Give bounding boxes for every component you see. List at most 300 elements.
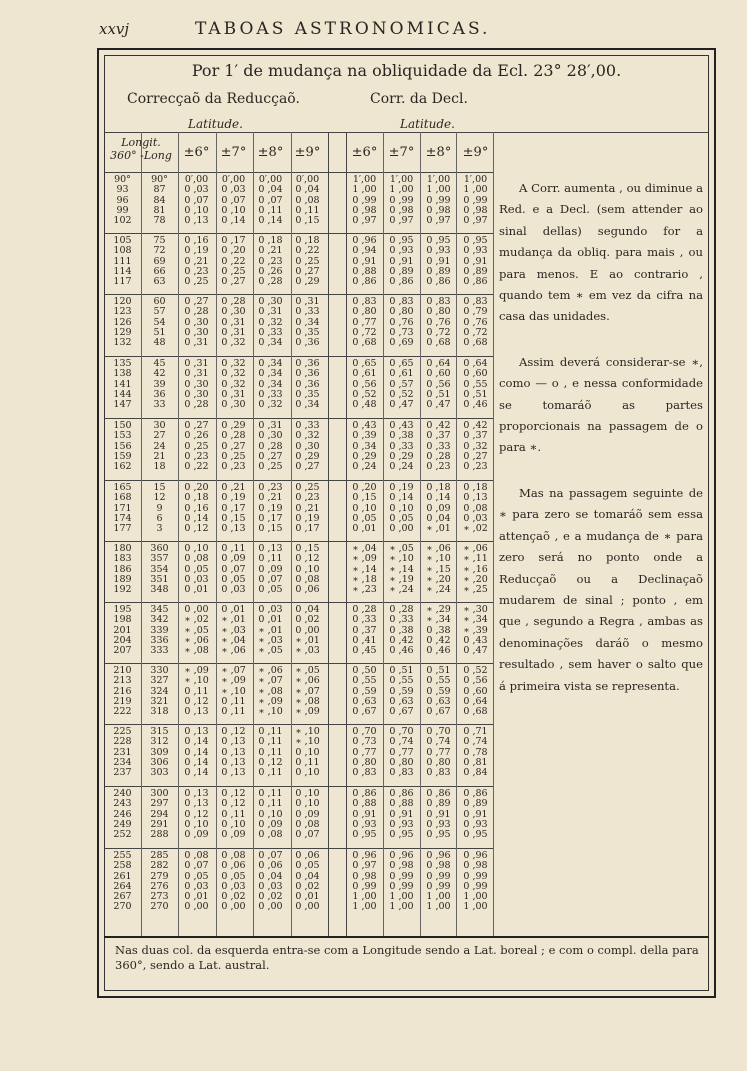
declination-value-cell: ∗ ,14 — [389, 563, 414, 575]
reduction-value-cell: 0 ,08 — [295, 573, 320, 585]
declination-value-cell: 0 ,86 — [352, 788, 377, 800]
declination-value-cell: ∗ ,14 — [352, 563, 377, 575]
reduction-value-cell: 0 ,00 — [295, 901, 320, 913]
group-separator-rule — [104, 541, 493, 542]
declination-value-cell: 0 ,88 — [352, 265, 377, 277]
declination-value-cell: 0 ,48 — [352, 399, 377, 410]
reduction-value-cell: 0 ,23 — [221, 461, 246, 472]
declination-value-cell: ∗ ,20 — [426, 573, 451, 585]
reduction-value-cell: 0 ,27 — [258, 450, 283, 462]
reduction-value-cell: 0 ,29 — [221, 420, 246, 432]
reduction-value-cell: 0 ,31 — [258, 420, 283, 432]
declination-value-cell: ∗ ,34 — [463, 614, 488, 626]
declination-value-cell: 0 ,91 — [463, 255, 488, 267]
declination-value-cell: 0 ,57 — [389, 378, 414, 390]
declination-value-cell: 0 ,99 — [463, 880, 488, 892]
complement-cell: 288 — [150, 829, 169, 840]
longitude-cell: 105 — [113, 235, 132, 247]
complement-cell: 69 — [153, 255, 166, 267]
complement-cell: 18 — [153, 461, 166, 472]
reduction-value-cell: 0 ,19 — [184, 245, 209, 257]
reduction-column-header: ±6° — [183, 145, 210, 160]
reduction-value-cell: 0 ,11 — [258, 746, 283, 758]
declination-value-cell: 0 ,63 — [352, 695, 377, 707]
declination-value-cell: 1 ,00 — [426, 184, 451, 196]
reduction-value-cell: 0 ,16 — [184, 235, 209, 247]
reduction-value-cell: 0 ,20 — [184, 482, 209, 494]
declination-value-cell: ∗ ,01 — [426, 523, 451, 534]
declination-value-cell: 0 ,23 — [463, 461, 488, 472]
reduction-value-cell: 0 ,11 — [258, 767, 283, 778]
reduction-value-cell: 0 ,12 — [184, 523, 209, 534]
reduction-value-cell: 0 ,02 — [295, 614, 320, 626]
reduction-value-cell: ∗ ,08 — [258, 685, 283, 697]
declination-value-cell: 0 ,89 — [463, 265, 488, 277]
reduction-value-cell: 0 ,10 — [295, 563, 320, 575]
declination-value-cell: 0 ,96 — [463, 850, 488, 862]
declination-value-cell: 1′,00 — [352, 174, 377, 186]
declination-value-cell: 0 ,80 — [426, 756, 451, 768]
reduction-value-cell: 0 ,22 — [295, 245, 320, 257]
reduction-value-cell: 0 ,04 — [258, 184, 283, 196]
reduction-value-cell: 0 ,02 — [258, 891, 283, 902]
longitude-cell: 219 — [113, 695, 132, 707]
reduction-value-cell: 0 ,28 — [258, 276, 283, 287]
complement-cell: 300 — [150, 788, 169, 800]
declination-value-cell: 0 ,52 — [389, 388, 414, 400]
complement-cell: 282 — [150, 860, 169, 872]
declination-value-cell: 0 ,72 — [352, 326, 377, 338]
declination-value-cell: 0 ,28 — [426, 450, 451, 462]
group-separator-rule — [104, 602, 493, 603]
longitude-cell: 150 — [113, 420, 132, 432]
reduction-value-cell: 0 ,10 — [295, 746, 320, 758]
declination-value-cell: 0 ,63 — [426, 695, 451, 707]
reduction-value-cell: 0 ,28 — [258, 440, 283, 452]
reduction-value-cell: 0 ,31 — [184, 358, 209, 370]
declination-value-cell: 0 ,91 — [389, 255, 414, 267]
declination-value-cell: 0 ,33 — [389, 440, 414, 452]
reduction-value-cell: 0 ,17 — [295, 523, 320, 534]
reduction-value-cell: ∗ ,02 — [184, 614, 209, 626]
reduction-value-cell: 0 ,12 — [221, 788, 246, 800]
reduction-value-cell: 0 ,05 — [258, 584, 283, 595]
declination-value-cell: 0 ,33 — [426, 440, 451, 452]
declination-value-cell: 0 ,37 — [426, 430, 451, 442]
complement-cell: 324 — [150, 685, 169, 697]
declination-value-cell: 0 ,98 — [426, 204, 451, 216]
reduction-value-cell: 0 ,14 — [184, 767, 209, 778]
declination-value-cell: 0 ,52 — [463, 665, 488, 677]
declination-value-cell: 0 ,76 — [426, 316, 451, 328]
reduction-value-cell: 0 ,30 — [184, 388, 209, 400]
declination-value-cell: 0 ,55 — [426, 675, 451, 687]
reduction-value-cell: 0 ,18 — [295, 235, 320, 247]
reduction-value-cell: 0 ,33 — [258, 326, 283, 338]
reduction-value-cell: 0 ,31 — [221, 388, 246, 400]
declination-value-cell: 0 ,86 — [463, 788, 488, 800]
reduction-value-cell: ∗ ,10 — [258, 706, 283, 717]
declination-value-cell: 1 ,00 — [352, 184, 377, 196]
declination-value-cell: 0 ,28 — [352, 604, 377, 616]
reduction-value-cell: 0 ,17 — [258, 512, 283, 524]
declination-value-cell: 0 ,99 — [463, 194, 488, 206]
declination-value-cell: 0 ,64 — [426, 358, 451, 370]
declination-value-cell: ∗ ,05 — [389, 543, 414, 555]
declination-value-cell: 0 ,83 — [426, 296, 451, 308]
declination-value-cell: ∗ ,24 — [426, 584, 451, 595]
complement-cell: 330 — [150, 665, 169, 677]
reduction-value-cell: 0 ,04 — [295, 184, 320, 196]
reduction-value-cell: 0 ,34 — [258, 368, 283, 380]
longitude-cell: 267 — [113, 891, 132, 902]
reduction-value-cell: 0 ,34 — [258, 378, 283, 390]
complement-cell: 318 — [150, 706, 169, 717]
declination-value-cell: 0 ,27 — [463, 450, 488, 462]
declination-value-cell: 0 ,05 — [389, 512, 414, 524]
complement-cell: 63 — [153, 276, 166, 287]
declination-value-cell: 0 ,93 — [426, 245, 451, 257]
reduction-value-cell: 0 ,33 — [258, 388, 283, 400]
reduction-value-cell: 0 ,19 — [295, 512, 320, 524]
complement-cell: 312 — [150, 736, 169, 748]
complement-cell: 285 — [150, 850, 169, 862]
declination-value-cell: ∗ ,20 — [463, 573, 488, 585]
longitude-cell: 216 — [113, 685, 132, 697]
declination-value-cell: 1 ,00 — [389, 184, 414, 196]
declination-value-cell: 0 ,93 — [463, 818, 488, 830]
declination-value-cell: 0 ,68 — [352, 337, 377, 348]
complement-cell: 54 — [153, 316, 166, 328]
longitude-cell: 132 — [113, 337, 132, 348]
reduction-value-cell: 0 ,23 — [295, 492, 320, 504]
reduction-value-cell: 0 ,00 — [184, 604, 209, 616]
reduction-value-cell: ∗ ,10 — [184, 675, 209, 687]
longitude-cell: 171 — [113, 502, 132, 514]
complement-cell: 273 — [150, 891, 169, 902]
reduction-value-cell: 0 ,00 — [258, 901, 283, 913]
reduction-value-cell: 0 ,23 — [184, 265, 209, 277]
declination-value-cell: 0 ,79 — [463, 306, 488, 318]
declination-value-cell: 0 ,64 — [463, 695, 488, 707]
reduction-value-cell: 0 ,13 — [221, 746, 246, 758]
longitude-cell: 207 — [113, 645, 132, 656]
declination-value-cell: 0 ,56 — [352, 378, 377, 390]
declination-value-cell: 0 ,52 — [352, 388, 377, 400]
declination-value-cell: 0 ,99 — [463, 870, 488, 882]
reduction-value-cell: 0 ,10 — [221, 204, 246, 216]
reduction-value-cell: 0 ,32 — [295, 430, 320, 442]
declination-value-cell: 0 ,95 — [389, 235, 414, 247]
declination-value-cell: 0 ,42 — [463, 420, 488, 432]
declination-value-cell: 0 ,43 — [463, 634, 488, 646]
group-separator-rule — [104, 786, 493, 787]
reduction-value-cell: 0 ,29 — [295, 276, 320, 287]
reduction-value-cell: 0 ,35 — [295, 326, 320, 338]
declination-value-cell: 0 ,77 — [352, 316, 377, 328]
complement-cell: 39 — [153, 378, 166, 390]
reduction-value-cell: 0 ,12 — [258, 756, 283, 768]
declination-value-cell: 0 ,91 — [352, 808, 377, 820]
declination-value-cell: 0 ,51 — [426, 665, 451, 677]
group-separator-rule — [104, 663, 493, 664]
declination-value-cell: 0 ,98 — [389, 204, 414, 216]
declination-value-cell: 0 ,77 — [352, 746, 377, 758]
complement-cell: 66 — [153, 265, 166, 277]
reduction-value-cell: 0 ,02 — [295, 880, 320, 892]
complement-cell: 315 — [150, 726, 169, 738]
declination-value-cell: 0 ,99 — [352, 194, 377, 206]
reduction-value-cell: 0 ,22 — [184, 461, 209, 472]
reduction-column-header: ±9° — [294, 145, 321, 160]
reduction-value-cell: 0 ,31 — [184, 337, 209, 348]
reduction-value-cell: 0 ,09 — [295, 808, 320, 820]
declination-value-cell: 0 ,97 — [463, 215, 488, 226]
declination-value-cell: 0 ,14 — [426, 492, 451, 504]
reduction-value-cell: 0 ,13 — [184, 798, 209, 810]
declination-value-cell: 0 ,80 — [426, 306, 451, 318]
declination-value-cell: 0 ,86 — [352, 276, 377, 287]
reduction-value-cell: 0 ,14 — [184, 756, 209, 768]
declination-value-cell: 0 ,95 — [426, 235, 451, 247]
declination-value-cell: 0 ,19 — [389, 482, 414, 494]
reduction-value-cell: 0 ,31 — [258, 306, 283, 318]
declination-value-cell: 0 ,86 — [389, 788, 414, 800]
declination-value-cell: 0 ,95 — [352, 829, 377, 840]
declination-value-cell: 0 ,88 — [352, 798, 377, 810]
reduction-value-cell: 0 ,20 — [221, 245, 246, 257]
longitude-cell: 261 — [113, 870, 132, 882]
complement-cell: 336 — [150, 634, 169, 646]
reduction-value-cell: 0 ,01 — [184, 584, 209, 595]
declination-value-cell: ∗ ,15 — [426, 563, 451, 575]
reduction-value-cell: 0 ,34 — [258, 337, 283, 348]
declination-value-cell: 0 ,10 — [352, 502, 377, 514]
declination-column-header: ±8° — [425, 145, 452, 160]
complement-cell: 57 — [153, 306, 166, 318]
declination-value-cell: 0 ,29 — [389, 450, 414, 462]
declination-value-cell: ∗ ,10 — [389, 553, 414, 565]
declination-value-cell: ∗ ,10 — [426, 553, 451, 565]
declination-value-cell: 0 ,69 — [389, 337, 414, 348]
declination-value-cell: 0 ,56 — [463, 675, 488, 687]
reduction-value-cell: 0 ,10 — [258, 808, 283, 820]
group-separator-rule — [104, 356, 493, 357]
complement-cell: 21 — [153, 450, 166, 462]
reduction-value-cell: 0 ,19 — [258, 502, 283, 514]
declination-value-cell: 0 ,24 — [389, 461, 414, 472]
declination-value-cell: 0 ,93 — [389, 245, 414, 257]
declination-value-cell: 0 ,14 — [389, 492, 414, 504]
declination-value-cell: ∗ ,19 — [389, 573, 414, 585]
declination-value-cell: 1 ,00 — [463, 891, 488, 902]
declination-value-cell: 0 ,86 — [463, 276, 488, 287]
reduction-value-cell: 0 ,34 — [295, 316, 320, 328]
reduction-value-cell: 0 ,27 — [295, 461, 320, 472]
declination-value-cell: 0 ,89 — [426, 265, 451, 277]
reduction-column-header: ±8° — [257, 145, 284, 160]
declination-value-cell: 0 ,91 — [389, 808, 414, 820]
declination-value-cell: 0 ,91 — [463, 808, 488, 820]
reduction-value-cell: ∗ ,10 — [295, 736, 320, 748]
reduction-value-cell: 0 ,13 — [184, 726, 209, 738]
declination-value-cell: 0 ,42 — [426, 634, 451, 646]
reduction-value-cell: 0 ,13 — [258, 543, 283, 555]
declination-value-cell: ∗ ,29 — [426, 604, 451, 616]
declination-value-cell: 0 ,98 — [426, 860, 451, 872]
reduction-value-cell: 0 ,32 — [221, 368, 246, 380]
declination-value-cell: 0 ,97 — [389, 215, 414, 226]
complement-cell: 348 — [150, 584, 169, 595]
reduction-value-cell: 0 ,28 — [221, 430, 246, 442]
reduction-value-cell: ∗ ,08 — [295, 695, 320, 707]
declination-value-cell: 0 ,28 — [389, 604, 414, 616]
declination-value-cell: 0 ,46 — [389, 645, 414, 656]
declination-value-cell: 0 ,97 — [352, 215, 377, 226]
declination-value-cell: 0 ,95 — [463, 235, 488, 247]
reduction-value-cell: 0 ,21 — [221, 482, 246, 494]
declination-value-cell: 0 ,70 — [352, 726, 377, 738]
reduction-value-cell: 0 ,07 — [184, 860, 209, 872]
declination-value-cell: ∗ ,24 — [389, 584, 414, 595]
declination-value-cell: 0 ,95 — [389, 829, 414, 840]
reduction-value-cell: 0 ,00 — [295, 624, 320, 636]
declination-value-cell: 0 ,39 — [352, 430, 377, 442]
declination-value-cell: 0 ,93 — [463, 245, 488, 257]
declination-value-cell: 0 ,73 — [389, 326, 414, 338]
reduction-value-cell: 0 ,00 — [221, 901, 246, 913]
longitude-cell: 246 — [113, 808, 132, 820]
latitude-label-right: Latitude. — [400, 117, 455, 131]
reduction-value-cell: 0 ,03 — [221, 880, 246, 892]
reduction-value-cell: 0 ,03 — [184, 573, 209, 585]
reduction-value-cell: 0 ,07 — [221, 563, 246, 575]
reduction-value-cell: 0 ,13 — [221, 767, 246, 778]
declination-value-cell: 0 ,45 — [352, 645, 377, 656]
longitude-cell: 129 — [113, 326, 132, 338]
reduction-value-cell: 0 ,15 — [295, 215, 320, 226]
reduction-value-cell: 0 ,23 — [258, 255, 283, 267]
reduction-value-cell: 0 ,02 — [221, 891, 246, 902]
reduction-value-cell: 0 ,35 — [295, 388, 320, 400]
column-rule — [328, 132, 329, 936]
reduction-value-cell: 0 ,13 — [184, 788, 209, 800]
reduction-value-cell: 0 ,11 — [258, 788, 283, 800]
reduction-value-cell: 0 ,30 — [258, 296, 283, 308]
declination-value-cell: 0 ,60 — [463, 685, 488, 697]
declination-value-cell: 0 ,34 — [352, 440, 377, 452]
reduction-value-cell: 0 ,30 — [221, 399, 246, 410]
reduction-value-cell: 0 ,23 — [184, 450, 209, 462]
complement-cell: 81 — [153, 204, 166, 216]
reduction-value-cell: ∗ ,05 — [258, 645, 283, 656]
group-separator-rule — [104, 724, 493, 725]
declination-value-cell: 0 ,76 — [389, 316, 414, 328]
table-top-rule — [104, 132, 709, 133]
complement-cell: 276 — [150, 880, 169, 892]
declination-value-cell: ∗ ,06 — [463, 543, 488, 555]
reduction-value-cell: 0 ,17 — [221, 235, 246, 247]
complement-cell: 90° — [151, 174, 168, 186]
reduction-value-cell: 0 ,31 — [295, 296, 320, 308]
reduction-value-cell: 0 ,30 — [184, 326, 209, 338]
declination-value-cell: 0 ,41 — [352, 634, 377, 646]
longitude-cell: 120 — [113, 296, 132, 308]
declination-value-cell: 0 ,77 — [389, 746, 414, 758]
declination-value-cell: 0 ,81 — [463, 756, 488, 768]
declination-value-cell: 0 ,68 — [463, 337, 488, 348]
complement-cell: 333 — [150, 645, 169, 656]
reduction-value-cell: ∗ ,06 — [258, 665, 283, 677]
reduction-value-cell: 0 ,30 — [184, 378, 209, 390]
reduction-value-cell: ∗ ,01 — [258, 624, 283, 636]
reduction-value-cell: ∗ ,07 — [258, 675, 283, 687]
longitude-cell: 231 — [113, 746, 132, 758]
reduction-value-cell: 0 ,11 — [221, 706, 246, 717]
reduction-value-cell: 0 ,14 — [184, 746, 209, 758]
complement-cell: 351 — [150, 573, 169, 585]
complement-cell: 30 — [153, 420, 166, 432]
longitude-cell: 258 — [113, 860, 132, 872]
longitude-cell: 240 — [113, 788, 132, 800]
declination-value-cell: 0 ,23 — [426, 461, 451, 472]
complement-cell: 354 — [150, 563, 169, 575]
declination-value-cell: 0 ,50 — [352, 665, 377, 677]
declination-value-cell: 0 ,98 — [463, 860, 488, 872]
reduction-value-cell: 0 ,08 — [295, 818, 320, 830]
reduction-value-cell: ∗ ,08 — [184, 645, 209, 656]
declination-value-cell: 0 ,67 — [389, 706, 414, 717]
reduction-value-cell: 0′,00 — [221, 174, 246, 186]
declination-value-cell: 0 ,59 — [352, 685, 377, 697]
declination-value-cell: 0 ,71 — [463, 726, 488, 738]
declination-value-cell: 0 ,60 — [463, 368, 488, 380]
complement-cell: 27 — [153, 430, 166, 442]
declination-value-cell: 0 ,70 — [426, 726, 451, 738]
longitude-cell: 201 — [113, 624, 132, 636]
reduction-value-cell: 0 ,01 — [295, 891, 320, 902]
longitude-cell: 264 — [113, 880, 132, 892]
declination-value-cell: 0 ,86 — [389, 276, 414, 287]
declination-value-cell: 0 ,96 — [426, 850, 451, 862]
reduction-value-cell: 0 ,08 — [184, 850, 209, 862]
reduction-value-cell: 0 ,01 — [221, 604, 246, 616]
reduction-value-cell: 0′,00 — [258, 174, 283, 186]
reduction-value-cell: 0 ,13 — [184, 215, 209, 226]
longitude-cell: 180 — [113, 543, 132, 555]
declination-value-cell: 0 ,84 — [463, 767, 488, 778]
longitude-cell: 159 — [113, 450, 132, 462]
reduction-value-cell: 0 ,22 — [221, 255, 246, 267]
reduction-value-cell: 0 ,29 — [295, 450, 320, 462]
reduction-value-cell: 0 ,05 — [184, 563, 209, 575]
reduction-value-cell: 0 ,15 — [295, 543, 320, 555]
running-title: TABOAS ASTRONOMICAS. — [195, 19, 491, 39]
reduction-heading: Correcçaõ da Reducçaõ. — [127, 91, 300, 107]
declination-value-cell: 0 ,96 — [389, 850, 414, 862]
reduction-value-cell: 0 ,21 — [184, 255, 209, 267]
table-bottom-rule — [104, 936, 709, 938]
group-separator-rule — [104, 480, 493, 481]
reduction-value-cell: 0 ,12 — [221, 798, 246, 810]
longitude-cell: 192 — [113, 584, 132, 595]
reduction-value-cell: 0 ,10 — [295, 788, 320, 800]
longitude-cell: 234 — [113, 756, 132, 768]
declination-value-cell: 0 ,38 — [389, 624, 414, 636]
reduction-value-cell: 0 ,21 — [295, 502, 320, 514]
reduction-value-cell: 0 ,07 — [184, 194, 209, 206]
explanatory-notes — [499, 178, 703, 721]
